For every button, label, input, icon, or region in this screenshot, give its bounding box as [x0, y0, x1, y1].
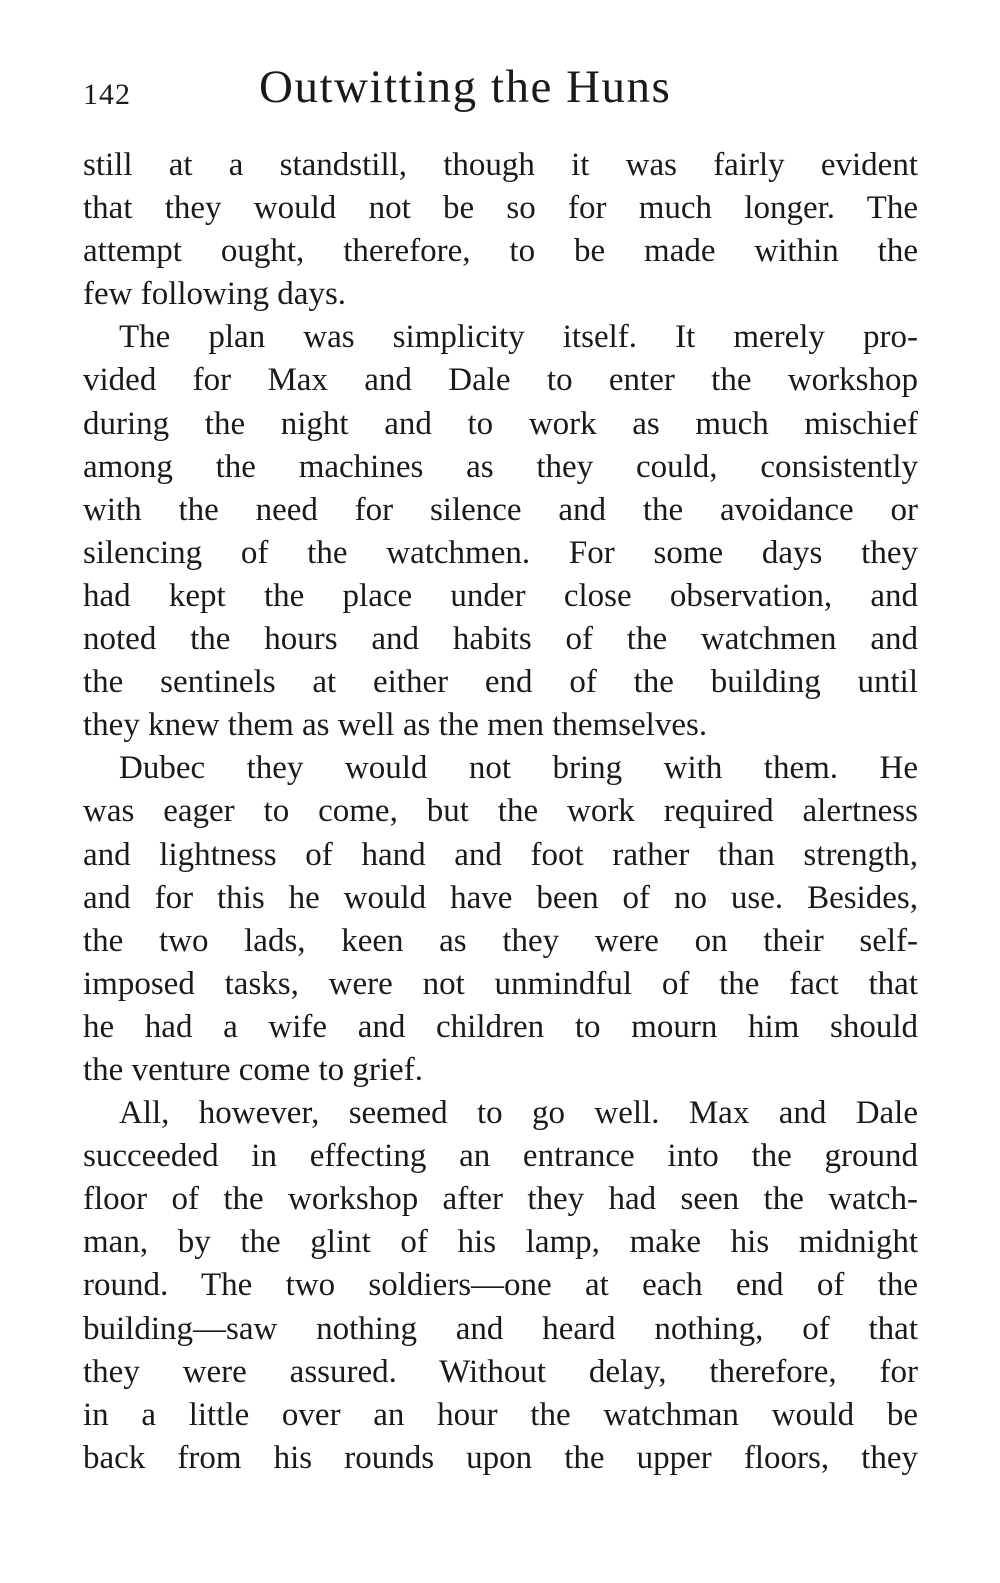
text-line: the sentinels at either end of the building until — [83, 664, 918, 701]
text-line: had kept the place under close observation, and — [83, 577, 918, 614]
text-line: he had a wife and children to mourn him should — [83, 1008, 918, 1045]
running-title: Outwitting the Huns — [259, 61, 672, 113]
paragraph — [83, 1092, 918, 1480]
text-line: and for this he would have been of no use. Besides, — [83, 879, 918, 916]
text-line: and lightness of hand and foot rather than strength, — [83, 836, 918, 873]
text-line: they knew them as well as the men themselves. — [83, 707, 708, 744]
body-text — [83, 144, 918, 1480]
running-head — [83, 62, 918, 132]
text-line: the two lads, keen as they were on their self- — [83, 922, 918, 959]
page-number: 142 — [83, 78, 131, 111]
text-line: attempt ought, therefore, to be made within the — [83, 233, 918, 270]
text-line: All, however, seemed to go well. Max and Dale — [119, 1095, 918, 1132]
text-line: silencing of the watchmen. For some days they — [83, 534, 918, 571]
book-page — [83, 62, 918, 1480]
text-line: noted the hours and habits of the watchmen and — [83, 621, 918, 658]
text-line: they were assured. Without delay, therefore, for — [83, 1353, 918, 1390]
text-line: that they would not be so for much longer. The — [83, 190, 918, 227]
text-line: few following days. — [83, 276, 347, 313]
text-line: the venture come to grief. — [83, 1051, 423, 1088]
text-line: was eager to come, but the work required alertness — [83, 793, 918, 830]
text-line: during the night and to work as much mischief — [83, 405, 918, 442]
text-line: The plan was simplicity itself. It merely pro- — [119, 319, 918, 356]
text-line: succeeded in effecting an entrance into the ground — [83, 1138, 918, 1175]
text-line: vided for Max and Dale to enter the workshop — [83, 362, 918, 399]
text-line: in a little over an hour the watchman would be — [83, 1396, 918, 1433]
text-line: among the machines as they could, consistently — [83, 448, 918, 485]
text-line: still at a standstill, though it was fairly evident — [83, 147, 918, 183]
text-line: with the need for silence and the avoidance or — [83, 491, 918, 528]
paragraph — [83, 316, 918, 747]
text-line: building—saw nothing and heard nothing, of that — [83, 1310, 918, 1347]
text-line: man, by the glint of his lamp, make his midnight — [83, 1224, 918, 1261]
text-line: Dubec they would not bring with them. He — [119, 750, 918, 787]
text-line: round. The two soldiers—one at each end of the — [83, 1267, 918, 1304]
text-line: imposed tasks, were not unmindful of the fact that — [83, 965, 918, 1002]
paragraph — [83, 747, 918, 1092]
paragraph — [83, 144, 918, 316]
text-line: floor of the workshop after they had seen the watch- — [83, 1181, 918, 1218]
text-line: back from his rounds upon the upper floors, they — [83, 1439, 918, 1476]
